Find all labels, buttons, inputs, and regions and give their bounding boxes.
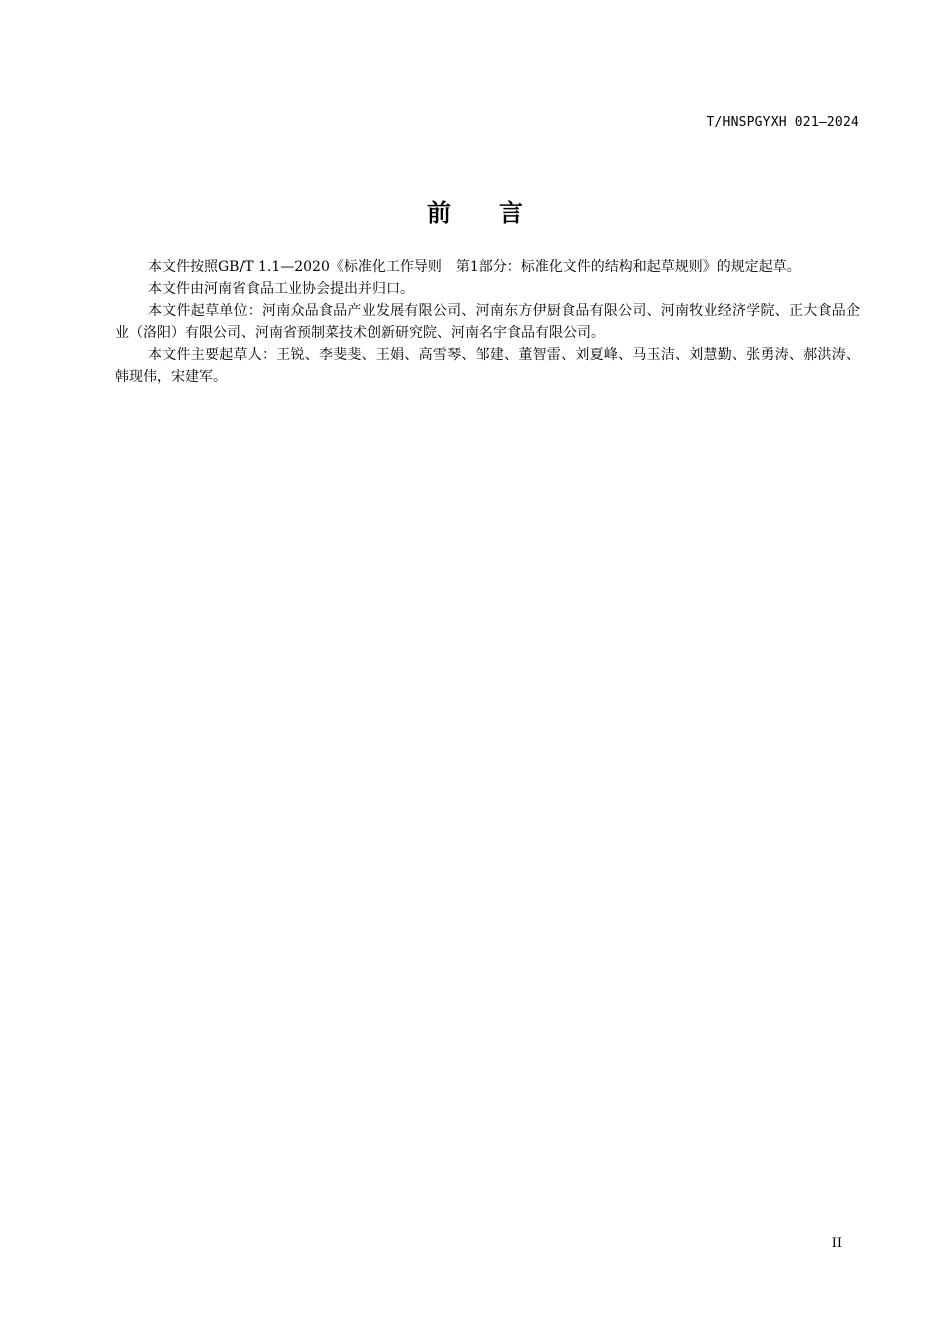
- page-number: II: [831, 1236, 842, 1251]
- paragraph-drafters: 本文件主要起草人：王锐、李斐斐、王娟、高雪琴、邹建、董智雷、刘夏峰、马玉洁、刘慧勤、张勇涛、郝洪涛、韩现伟，宋建军。: [115, 347, 860, 385]
- page-title: [0, 193, 950, 228]
- title-char-1: 前: [427, 199, 451, 227]
- paragraph-drafting-units: 本文件起草单位：河南众品食品产业发展有限公司、河南东方伊厨食品有限公司、河南牧业经济学院、正大食品企业（洛阳）有限公司、河南省预制菜技术创新研究院、河南名宇食品有限公司。: [115, 303, 860, 341]
- foreword-body: [115, 256, 860, 388]
- paragraph-drafting-basis: 本文件按照GB/T 1.1—2020《标准化工作导则 第1部分：标准化文件的结构和起草规则》的规定起草。: [148, 259, 801, 275]
- document-code: T/HNSPGYXH 021—2024: [706, 115, 859, 130]
- title-char-2: 言: [499, 199, 523, 227]
- paragraph-proposer: 本文件由河南省食品工业协会提出并归口。: [148, 281, 414, 297]
